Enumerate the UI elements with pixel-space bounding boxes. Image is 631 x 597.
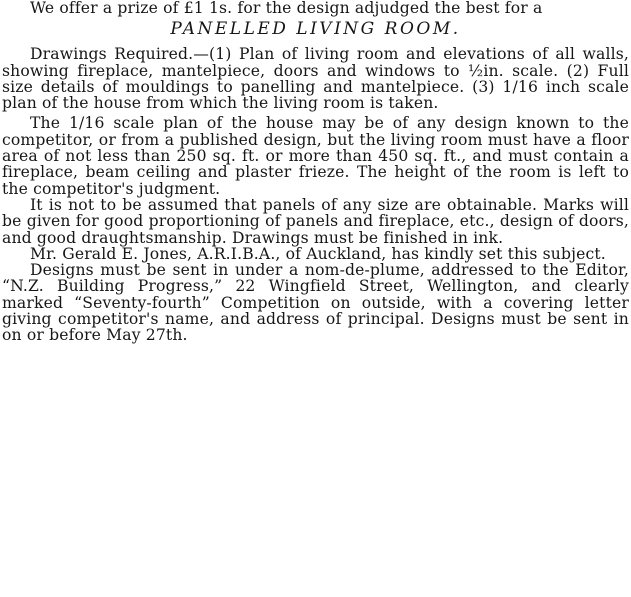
marking-paragraph: It is not to be assumed that panels of any size are obtainable. Marks will be given for good proportioning of panels and fireplace, etc., design of doors, and good draughtsmanship. Drawings must be finished in ink. — [2, 195, 629, 247]
subject-setter-paragraph: Mr. Gerald E. Jones, A.R.I.B.A., of Auckland, has kindly set this subject. — [30, 244, 606, 263]
house-plan-paragraph: The 1/16 scale plan of the house may be of any design known to the competitor, or from a published design, but the living room must have a floor area of not less than 250 sq. ft. or more than 450 sq. ft., and must contain a fireplace, beam ceiling and plaster frieze. The height of the room is left to the competitor's judgment. — [2, 114, 629, 198]
article-heading: PANELLED LIVING ROOM. — [170, 19, 461, 40]
submission-paragraph: Designs must be sent in under a nom-de-plume, addressed to the Editor, “N.Z. Building Progress,” 22 Wingfield Street, Wellington, and clearly marked “Seventy-fourth” Competition on outside, with a covering letter giving competitor's name, and address of principal. Designs must be sent in on or before May 27th. — [2, 261, 629, 345]
drawings-required-paragraph: Drawings Required.—(1) Plan of living room and elevations of all walls, showing fireplace, mantelpiece, doors and windows to ½in. scale. (2) Full size details of mouldings to panelling and mantelpiece. (3) 1/16 inch scale plan of the house from which the living room is taken. — [2, 45, 629, 113]
intro-paragraph: We offer a prize of £1 1s. for the design adjudged the best for a — [30, 0, 543, 17]
